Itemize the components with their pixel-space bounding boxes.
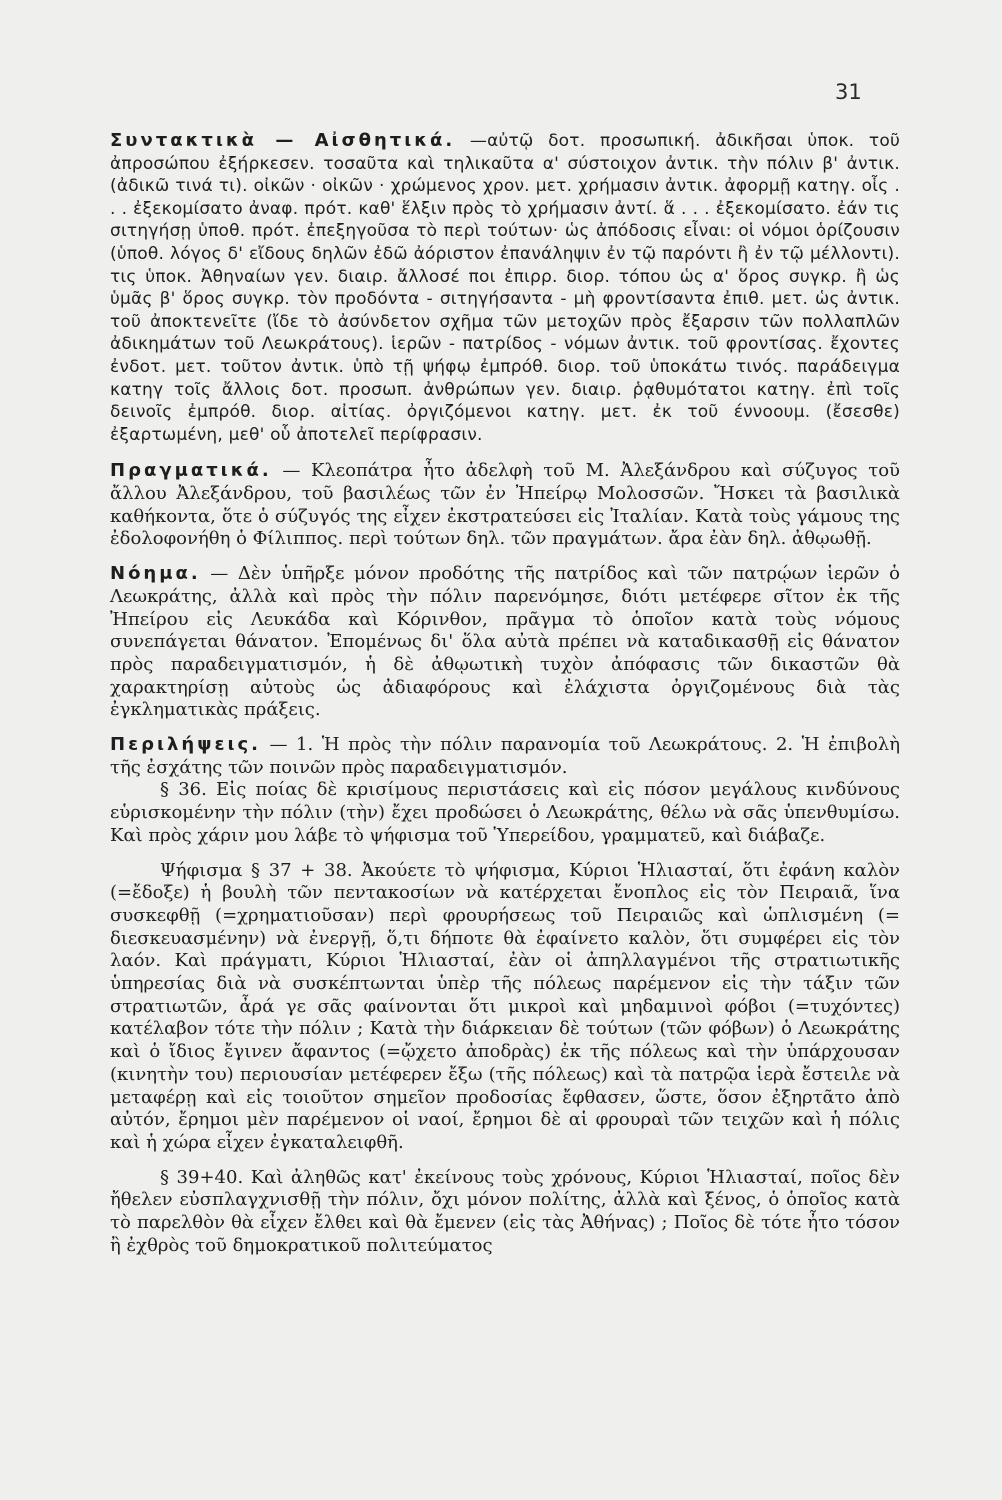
syntaktika-text: —αὐτῷ δοτ. προσωπική. ἀδικῆσαι ὑποκ. τοῦ ἀπροσώπου ἐξήρκεσεν. τοσαῦτα καὶ τηλικαῦτα α' σύστοιχον ἀντικ. τὴν πόλιν β' ἀντικ. (ἀδικῶ τινά τι). οἰκῶν · οἰκῶν · χρώμενος χρον. μετ. χρήμασιν ἀντικ. ἀφορμῇ κατηγ. οἷς . . . ἐξεκομίσατο ἀναφ. πρότ. καθ' ἕλξιν πρὸς τὸ χρήμασιν ἀντί. ἅ . . . ἐξεκομίσατο. ἐάν τις σιτηγήσῃ ὑποθ. πρότ. ἐπεξηγοῦσα τὸ περὶ τούτων· ὡς ἀπόδοσις εἶναι: οἱ νόμοι ὁρίζουσιν (ὑποθ. λόγος δ' εἴδους δηλῶν ἐδῶ ἀόριστον ἐπανάληψιν ἐν τῷ παρόντι ἢ ἐν τῷ μέλλοντι). τις ὑποκ. Ἀθηναίων γεν. διαιρ. ἄλλοσέ ποι ἐπιρρ. διορ. τόπου ὡς α' ὅρος συγκρ. ἢ ὡς ὑμᾶς β' ὅρος συγκρ. τὸν προδόντα - σιτηγήσαντα - μὴ φροντίσαντα ἐπιθ. μετ. ὡς ἀντικ. τοῦ ἀποκτενεῖτε (ἴδε τὸ ἀσύνδετον σχῆμα τῶν μετοχῶν πρὸς ἔξαρσιν τῶν πολλαπλῶν ἀδικημάτων τοῦ Λεωκράτους). ἱερῶν - πατρίδος - νόμων ἀντικ. τοῦ φροντίσας. ἔχοντες ἐνδοτ. μετ. τοῦτον ἀντικ. ὑπὸ τῇ ψήφῳ ἐμπρόθ. διορ. τοῦ ὑποκάτω τινός. παράδειγμα κατηγ τοῖς ἄλλοις δοτ. προσωπ. ἀνθρώπων γεν. διαιρ. ῥᾳθυμότατοι κατηγ. ἐπὶ τοῖς δεινοῖς ἐμπρόθ. διορ. αἰτίας. ὀργιζόμενοι κατηγ. μετ. ἐκ τοῦ έννοουμ. (ἔσεσθε) ἐξαρτωμένη, μεθ' οὗ ἀποτελεῖ περίφρασιν. [110, 131, 900, 445]
perilipseis-paragraph [110, 734, 900, 779]
noima-heading: Νόημα. [110, 563, 201, 585]
page-content [110, 130, 900, 1258]
paragraph-36: § 36. Εἰς ποίας δὲ κρισίμους περιστάσεις καὶ εἰς πόσον μεγάλους κινδύνους εὑρισκομένην τὴν πόλιν (τὴν) ἔχει προδώσει ὁ Λεωκράτης, θέλω νὰ σᾶς ὑπενθυμίσω. Καὶ πρὸς χάριν μου λάβε τὸ ψήφισμα τοῦ Ὑπερείδου, γραμματεῦ, καὶ διάβαζε. [110, 779, 900, 846]
perilipseis-heading: Περιλήψεις. [110, 734, 262, 756]
syntaktika-paragraph [110, 130, 900, 446]
psifisma-paragraph: Ψήφισμα § 37 + 38. Ἀκούετε τὸ ψήφισμα, Κύριοι Ἡλιασταί, ὅτι ἐφάνη καλὸν (=ἔδοξε) ἡ βουλὴ τῶν πεντακοσίων νὰ κατέρχεται ἔνοπλος εἰς τὸν Πειραιᾶ, ἵνα συσκεφθῇ (=χρηματιοῦσαν) περὶ φρουρήσεως τοῦ Πειραιῶς καὶ ὡπλισμένη (= διεσκευασμένην) νὰ ἐνεργῇ, ὅ,τι δήποτε θὰ ἐφαίνετο καλὸν, ὅτι συμφέρει εἰς τὸν λαόν. Καὶ πράγματι, Κύριοι Ἡλιασταί, ἐὰν οἱ ἀπηλλαγμένοι τῆς στρατιωτικῆς ὑπηρεσίας διὰ νὰ συσκέπτωνται ὑπὲρ τῆς πόλεως παρέμενον εἰς τὴν τάξιν τῶν στρατιωτῶν, ἆρά γε σᾶς φαίνονται ὅτι μικροὶ καὶ μηδαμινοὶ φόβοι (=τυχόντες) κατέλαβον τότε τὴν πόλιν ; Κατὰ τὴν διάρκειαν δὲ τούτων (τῶν φόβων) ὁ Λεωκράτης καὶ ὁ ἴδιος ἔγινεν ἄφαντος (=ᾤχετο ἀποδρὰς) ἐκ τῆς πόλεως καὶ τὴν ὑπάρχουσαν (κινητὴν του) περιουσίαν μετέφερεν ἔξω (τῆς πόλεως) καὶ τὰ πατρῷα ἱερὰ ἔστειλε νὰ μεταφέρῃ καὶ εἰς τοιοῦτον σημεῖον προδοσίας ἔφθασεν, ὥστε, ὅσον ἐξηρτᾶτο ἀπὸ αὐτόν, ἔρημοι μὲν παρέμενον οἱ ναοί, ἔρημοι δὲ αἱ φρουραὶ τῶν τειχῶν καὶ ἡ πόλις καὶ ἡ χώρα εἶχεν ἐγκαταλειφθῆ. [110, 859, 900, 1153]
pragmatika-paragraph [110, 460, 900, 551]
noima-paragraph [110, 563, 900, 722]
pragmatika-heading: Πραγματικά. [110, 460, 272, 482]
noima-text: — Δὲν ὑπῆρξε μόνον προδότης τῆς πατρίδος καὶ τῶν πατρῴων ἱερῶν ὁ Λεωκράτης, ἀλλὰ καὶ πρὸς τὴν πόλιν παρενόμησε, διότι μετέφερε σῖτον ἐκ τῆς Ἠπείρου εἰς Λευκάδα καὶ Κόρινθον, πρᾶγμα τὸ ὁποῖον κατὰ τοὺς νόμους συνεπάγεται θάνατον. Ἐπομένως δι' ὅλα αὐτὰ πρέπει νὰ καταδικασθῇ εἰς θάνατον πρὸς παραδειγματισμόν, ἡ δὲ ἀθῳωτικὴ τυχὸν ἀπόφασις τῶν δικαστῶν θὰ χαρακτηρίσῃ αὐτοὺς ὡς ἀδιαφόρους καὶ ἐλάχιστα ὀργιζομένους διὰ τὰς ἐγκληματικὰς πράξεις. [110, 563, 900, 721]
pragmatika-text: — Κλεοπάτρα ἦτο ἀδελφὴ τοῦ Μ. Ἀλεξάνδρου καὶ σύζυγος τοῦ ἄλλου Ἀλεξάνδρου, τοῦ βασιλέως τῶν ἐν Ἠπείρῳ Μολοσσῶν. Ἤσκει τὰ βασιλικὰ καθήκοντα, ὅτε ὁ σύζυγός της εἶχεν ἐκστρατεύσει εἰς Ἰταλίαν. Κατὰ τοὺς γάμους της ἐδολοφονήθη ὁ Φίλιππος. περὶ τούτων δηλ. τῶν πραγμάτων. ἄρα ἐὰν δηλ. ἀθῳωθῇ. [110, 460, 900, 550]
paragraph-39-40: § 39+40. Καὶ ἀληθῶς κατ' ἐκείνους τοὺς χρόνους, Κύριοι Ἡλιασταί, ποῖος δὲν ἤθελεν εὐσπλαγχνισθῇ τὴν πόλιν, ὄχι μόνον πολίτης, ἀλλὰ καὶ ξένος, ὁ ὁποῖος κατὰ τὸ παρελθὸν θὰ εἶχεν ἔλθει καὶ θὰ ἔμενεν (εἰς τὰς Ἀθήνας) ; Ποῖος δὲ τότε ἦτο τόσον ἢ ἐχθρὸς τοῦ δημοκρατικοῦ πολιτεύματος [110, 1166, 900, 1256]
perilipseis-text: — 1. Ἡ πρὸς τὴν πόλιν παρανομία τοῦ Λεωκράτους. 2. Ἡ ἐπιβολὴ τῆς ἐσχάτης τῶν ποινῶν πρὸς παραδειγματισμόν. [110, 734, 900, 778]
page-number: 31 [835, 80, 862, 104]
syntaktika-heading: Συντακτικὰ — Αἰσθητικά. [110, 130, 456, 151]
